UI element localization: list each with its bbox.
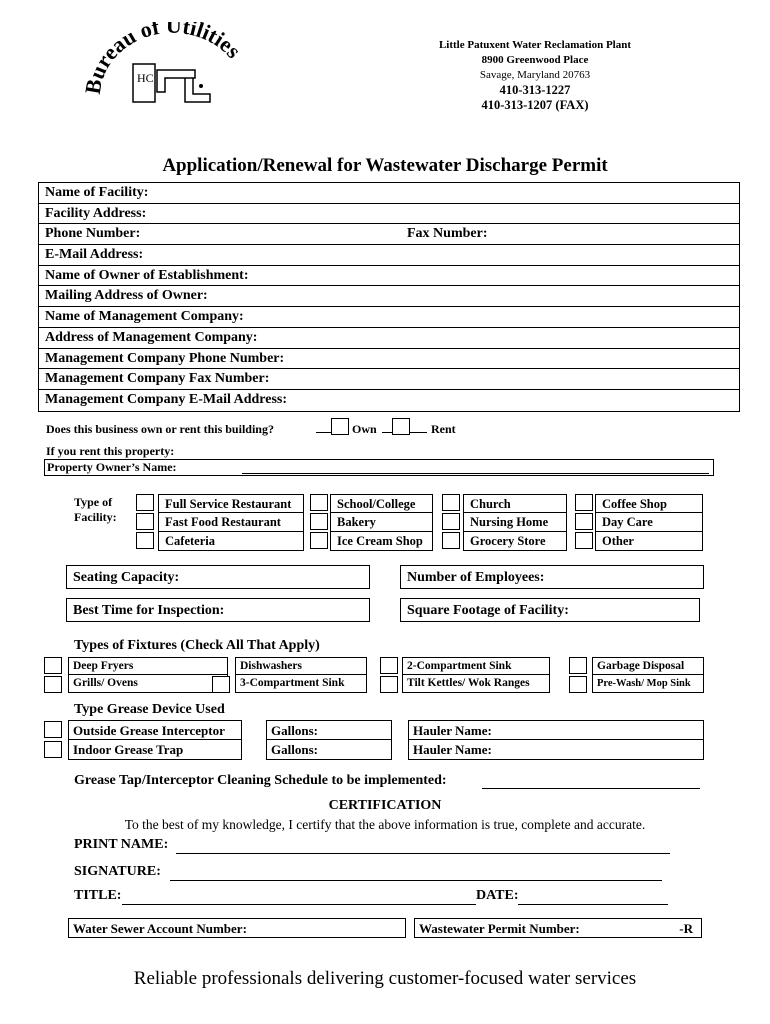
permit-suffix: -R	[679, 921, 693, 936]
type-fast-food: Fast Food Restaurant	[158, 513, 304, 532]
signature-label: SIGNATURE:	[74, 864, 161, 879]
title-label: TITLE:	[74, 888, 122, 903]
owner-name-field[interactable]: Name of Owner of Establishment:	[39, 266, 739, 287]
own-label: Own	[352, 422, 377, 436]
phone-fax-row[interactable]: Phone Number: Fax Number:	[39, 224, 739, 245]
address-line2: 8900 Greenwood Place	[481, 54, 589, 66]
mgmt-fax-field[interactable]: Management Company Fax Number:	[39, 369, 739, 390]
facility-address-field[interactable]: Facility Address:	[39, 204, 739, 225]
other-checkbox[interactable]	[575, 532, 593, 549]
tilt-kettles-checkbox[interactable]	[380, 676, 398, 693]
cleaning-schedule-line[interactable]	[482, 775, 700, 789]
property-owner-field[interactable]: Property Owner’s Name:	[44, 459, 714, 476]
phone-number: 410-313-1227	[499, 83, 571, 97]
indoor-trap-checkbox[interactable]	[44, 741, 62, 758]
gallons-field-1[interactable]: Gallons:	[266, 720, 392, 740]
grease-heading: Type Grease Device Used	[74, 702, 225, 717]
type-other: Other	[595, 532, 703, 551]
square-footage-field[interactable]: Square Footage of Facility:	[400, 598, 700, 622]
hauler-field-2[interactable]: Hauler Name:	[408, 740, 704, 760]
fixture-tilt-kettles: Tilt Kettles/ Wok Ranges	[402, 675, 550, 693]
bakery-checkbox[interactable]	[310, 513, 328, 530]
school-checkbox[interactable]	[310, 494, 328, 511]
type-bakery: Bakery	[330, 513, 433, 532]
mgmt-name-field[interactable]: Name of Management Company:	[39, 307, 739, 328]
fax-number: 410-313-1207 (FAX)	[481, 98, 589, 112]
fixtures-heading: Types of Fixtures (Check All That Apply)	[74, 638, 320, 653]
inspection-time-field[interactable]: Best Time for Inspection:	[66, 598, 370, 622]
plant-address	[400, 38, 670, 113]
fixture-3-compartment: 3-Compartment Sink	[235, 675, 367, 693]
if-rent-label: If you rent this property:	[46, 444, 175, 458]
coffee-checkbox[interactable]	[575, 494, 593, 511]
owner-mailing-field[interactable]: Mailing Address of Owner:	[39, 286, 739, 307]
rent-label: Rent	[431, 422, 456, 436]
grocery-checkbox[interactable]	[442, 532, 460, 549]
pre-wash-checkbox[interactable]	[569, 676, 587, 693]
svg-text:Bureau of Utilities	[85, 22, 247, 96]
cafeteria-checkbox[interactable]	[136, 532, 154, 549]
address-line1: Little Patuxent Water Reclamation Plant	[438, 39, 632, 51]
form-title: Application/Renewal for Wastewater Discharge Permit	[162, 155, 608, 176]
device-outside-interceptor: Outside Grease Interceptor	[68, 720, 242, 740]
print-name-line[interactable]	[176, 839, 670, 854]
cleaning-schedule-label: Grease Tap/Interceptor Cleaning Schedule to be implemented:	[74, 773, 447, 788]
two-comp-checkbox[interactable]	[380, 657, 398, 674]
deep-fryers-checkbox[interactable]	[44, 657, 62, 674]
facility-name-field[interactable]: Name of Facility:	[39, 183, 739, 204]
email-field[interactable]: E-Mail Address:	[39, 245, 739, 266]
own-rent-question: Does this business own or rent this building?	[46, 422, 274, 436]
day-care-checkbox[interactable]	[575, 513, 593, 530]
certification-heading: CERTIFICATION	[328, 798, 442, 813]
type-church: Church	[463, 494, 567, 513]
signature-line[interactable]	[170, 866, 662, 881]
device-indoor-trap: Indoor Grease Trap	[68, 740, 242, 760]
own-checkbox[interactable]	[331, 418, 349, 435]
grills-checkbox[interactable]	[44, 676, 62, 693]
date-line[interactable]	[518, 890, 668, 905]
logo-monogram: HC	[137, 71, 154, 85]
outside-interceptor-checkbox[interactable]	[44, 721, 62, 738]
facility-info-table	[38, 182, 740, 412]
fax-label: Fax Number:	[407, 226, 488, 242]
three-comp-checkbox[interactable]	[212, 676, 230, 693]
fixture-grills: Grills/ Ovens	[68, 675, 228, 693]
type-nursing-home: Nursing Home	[463, 513, 567, 532]
ice-cream-checkbox[interactable]	[310, 532, 328, 549]
rent-checkbox[interactable]	[392, 418, 410, 435]
mgmt-phone-field[interactable]: Management Company Phone Number:	[39, 349, 739, 370]
mgmt-email-field[interactable]: Management Company E-Mail Address:	[45, 391, 288, 407]
fixture-dishwashers: Dishwashers	[235, 657, 367, 675]
full-service-checkbox[interactable]	[136, 494, 154, 511]
mgmt-address-field[interactable]: Address of Management Company:	[39, 328, 739, 349]
type-day-care: Day Care	[595, 513, 703, 532]
fixture-pre-wash: Pre-Wash/ Mop Sink	[592, 675, 704, 693]
fixture-deep-fryers: Deep Fryers	[68, 657, 228, 675]
fast-food-checkbox[interactable]	[136, 513, 154, 530]
type-coffee: Coffee Shop	[595, 494, 703, 513]
garbage-disposal-checkbox[interactable]	[569, 657, 587, 674]
footer-tagline: Reliable professionals delivering customer-focused water services	[133, 968, 637, 989]
type-school: School/College	[330, 494, 433, 513]
address-line3: Savage, Maryland 20763	[479, 69, 591, 81]
bureau-logo	[85, 22, 255, 112]
print-name-label: PRINT NAME:	[74, 837, 169, 852]
employees-field[interactable]: Number of Employees:	[400, 565, 704, 589]
gallons-field-2[interactable]: Gallons:	[266, 740, 392, 760]
type-grocery: Grocery Store	[463, 532, 567, 551]
hauler-field-1[interactable]: Hauler Name:	[408, 720, 704, 740]
church-checkbox[interactable]	[442, 494, 460, 511]
date-label: DATE:	[476, 888, 519, 903]
title-line[interactable]	[122, 890, 476, 905]
facility-type-label: Type of Facility:	[74, 495, 117, 524]
type-full-service: Full Service Restaurant	[158, 494, 304, 513]
seating-capacity-field[interactable]: Seating Capacity:	[66, 565, 370, 589]
logo-arc-text: ureau of Utilities	[85, 22, 247, 83]
type-cafeteria: Cafeteria	[158, 532, 304, 551]
nursing-home-checkbox[interactable]	[442, 513, 460, 530]
fixture-2-compartment: 2-Compartment Sink	[402, 657, 550, 675]
water-sewer-account-field[interactable]: Water Sewer Account Number:	[68, 918, 406, 938]
fixture-garbage-disposal: Garbage Disposal	[592, 657, 704, 675]
type-ice-cream: Ice Cream Shop	[330, 532, 433, 551]
certification-statement: To the best of my knowledge, I certify that the above information is true, complete and accurate.	[124, 817, 646, 832]
permit-number-field[interactable]: Wastewater Permit Number: -R	[414, 918, 702, 938]
